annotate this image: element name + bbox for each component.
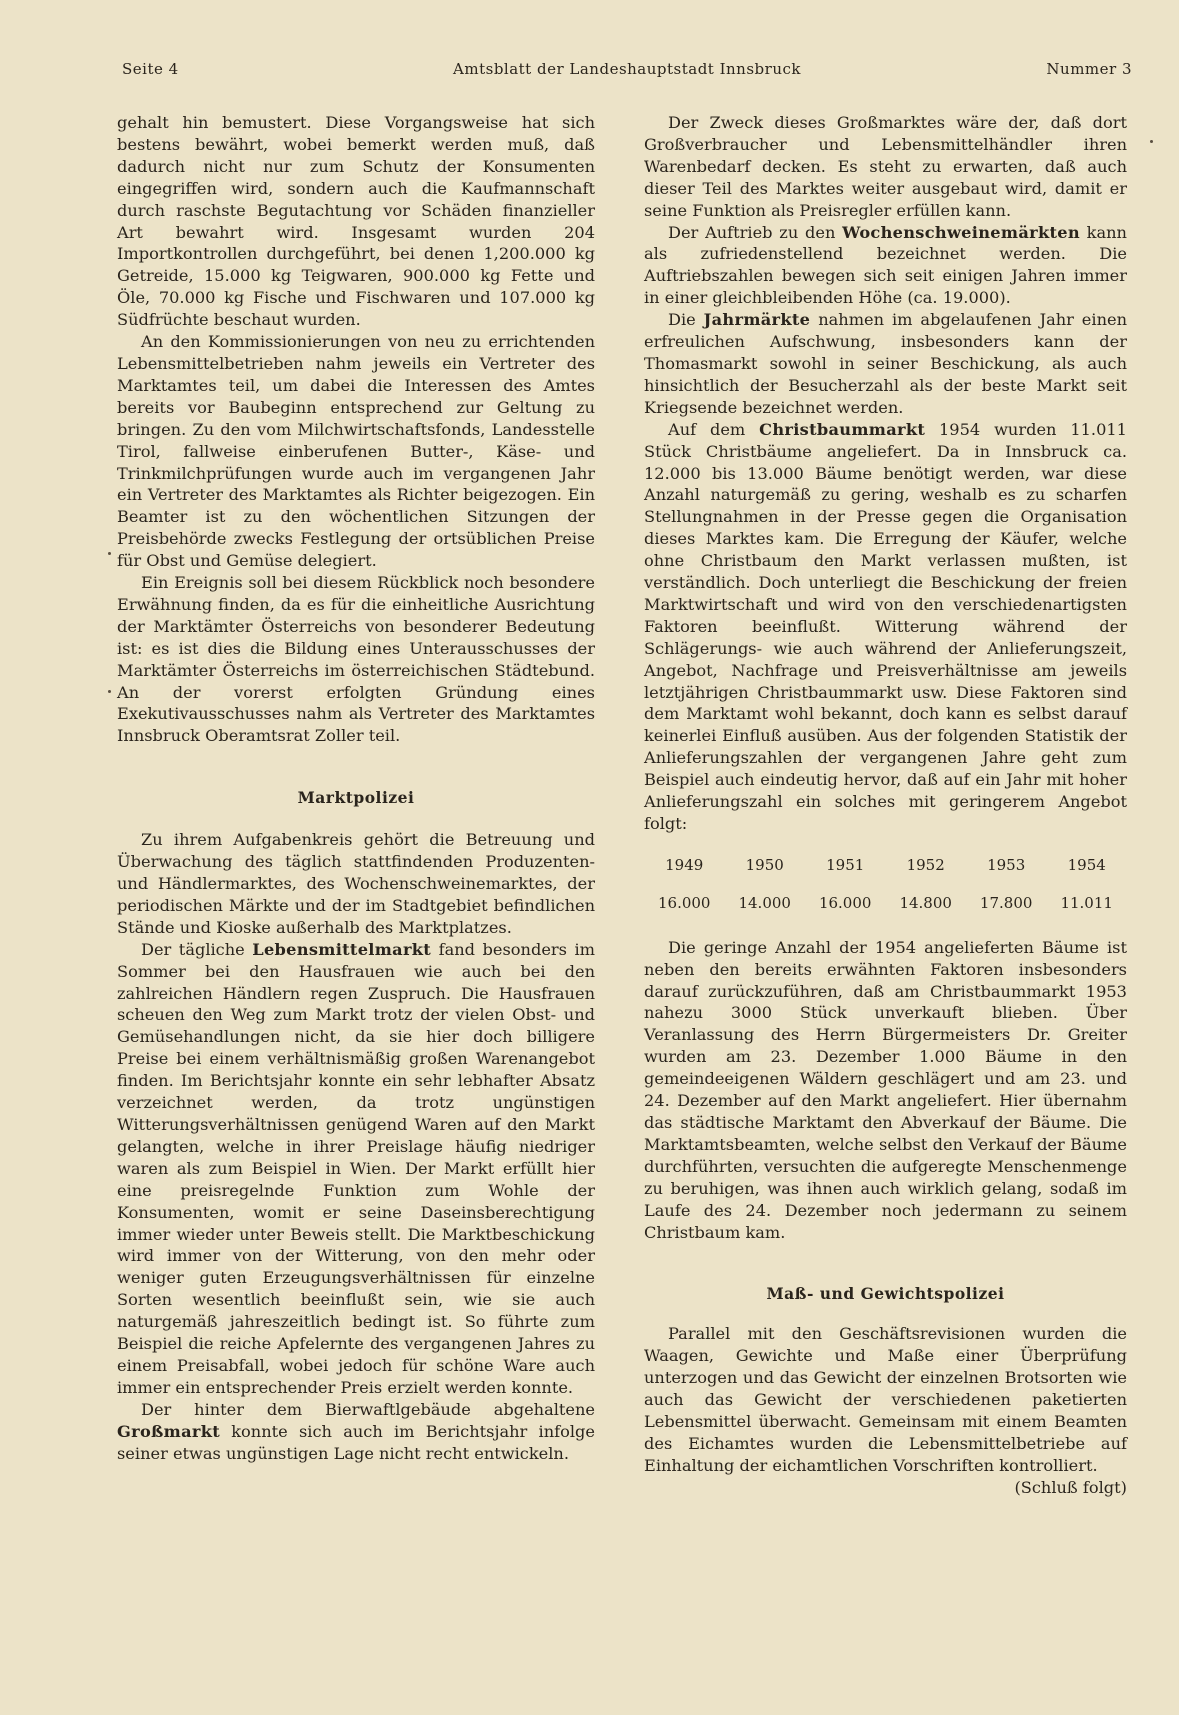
year-cell: 1953 <box>987 855 1026 874</box>
year-cell: 1954 <box>1067 855 1106 874</box>
bold-term: Lebensmittelmarkt <box>252 939 432 959</box>
print-speck <box>108 690 111 693</box>
print-speck <box>108 552 111 555</box>
paragraph: Der tägliche Lebensmittelmarkt fand besonders im Sommer bei den Hausfrauen wie auch bei den zahlreichen Händlern regen Zuspruch. Die Hausfrauen scheuen den Weg zum Markt trotz der vielen Obst- und Gemüsehandlungen nicht, da sie hier doch billigere Preise bei einem verhältnismäßig großen Warenangebot finden. Im Berichtsjahr konnte ein sehr lebhafter Absatz verzeichnet werden, da trotz ungünstigen Witterungsverhältnissen genügend Waren auf den Markt gelangten, welche in ihrer Preislage häufig niedriger waren als zum Beispiel in Wien. Der Markt erfüllt hier eine preisregelnde Funktion zum Wohle der Konsumenten, womit er seine Daseinsberechtigung immer wieder unter Beweis stellt. Die Marktbeschickung wird immer von der Witterung, von den mehr oder weniger guten Erzeugungsverhältnissen für einzelne Sorten wesentlich beeinflußt sein, wie sie auch naturgemäß jahreszeitlich bedingt ist. So führte zum Beispiel die reiche Apfelernte des vergangenen Jahres zu einem Preisabfall, wobei jedoch für schöne Ware auch immer ein entsprechender Preis erzielt werden konnte. <box>117 939 596 1397</box>
paragraph: Der Auftrieb zu den Wochenschweinemärkten kann als zufriedenstellend bezeichnet werden. Die Auftriebszahlen bewegen sich seit einigen Jahren immer in einer gleichbleibenden Höhe (ca. 19.000). <box>644 222 1127 308</box>
value-cell: 14.800 <box>899 893 952 912</box>
values-row <box>644 881 1127 919</box>
year-cell: 1950 <box>745 855 784 874</box>
year-cell: 1951 <box>826 855 865 874</box>
print-speck <box>1150 140 1153 143</box>
paragraph: Parallel mit den Geschäftsrevisionen wurden die Waagen, Gewichte und Maße einer Überprüfung unterzogen und das Gewicht der einzelnen Brotsorten wie auch das Gewicht der verschiedenen paketierten Lebensmittel überwacht. Gemeinsam mit einem Beamten des Eichamtes wurden die Lebensmittelbetriebe auf Einhaltung der eichamtlichen Vorschriften kontrolliert. <box>644 1324 1127 1475</box>
years-row <box>644 851 1127 881</box>
paragraph: gehalt hin bemustert. Diese Vorgangsweise hat sich bestens bewährt, wobei bemerkt werden muß, daß dadurch nicht nur zum Schutz der Konsumenten eingegriffen wird, sondern auch die Kaufmannschaft durch raschste Begutachtung vor Schäden finanzieller Art bewahrt wird. Insgesamt wurden 204 Importkontrollen durchgeführt, bei denen 1,200.000 kg Getreide, 15.000 kg Teigwaren, 900.000 kg Fette und Öle, 70.000 kg Fische und Fischwaren und 107.000 kg Südfrüchte beschaut wurden. <box>117 113 595 330</box>
section-heading-marktpolizei: Marktpolizei <box>297 788 415 808</box>
christmas-tree-statistics-table <box>644 851 1127 919</box>
value-cell: 17.800 <box>979 893 1033 912</box>
publication-title: Amtsblatt der Landeshauptstadt Innsbruck <box>453 60 801 78</box>
page-header <box>122 60 1132 88</box>
paragraph: Auf dem Christbaummarkt 1954 wurden 11.011 Stück Christbäume angeliefert. Da in Innsbruck ca. 12.000 bis 13.000 Bäume benötigt werden, war diese Anzahl naturgemäß zu gering, weshalb es zu scharfen Stellungnahmen in der Presse gegen die Organisation dieses Marktes kam. Die Erregung der Käufer, welche ohne Christbaum den Markt verlassen mußten, ist verständlich. Doch unterliegt die Beschickung der freien Marktwirtschaft und wird von den verschiedenartigsten Faktoren beeinflußt. Witterung während der Schlägerungs- wie auch während der Anlieferungszeit, Angebot, Nachfrage und Preisverhältnisse am jeweils letztjährigen Christbaummarkt usw. Diese Faktoren sind dem Marktamt wohl bekannt, doch kann es selbst darauf keinerlei Einfluß ausüben. Aus der folgenden Statistik der Anlieferungszahlen der vergangenen Jahre geht zum Beispiel auch eindeutig hervor, daß auf ein Jahr mit hoher Anlieferungszahl ein solches mit geringerem Angebot folgt: <box>644 419 1127 833</box>
value-cell: 16.000 <box>818 893 872 912</box>
page-number: Seite 4 <box>122 60 179 78</box>
paragraph: Die geringe Anzahl der 1954 angelieferten Bäume ist neben den bereits erwähnten Faktoren insbesonders darauf zurückzuführen, daß am Christbaummarkt 1953 nahezu 3000 Stück unverkauft blieben. Über Veranlassung des Herrn Bürgermeisters Dr. Greiter wurden am 23. Dezember 1.000 Bäume in den gemeindeeigenen Wäldern geschlägert und am 23. und 24. Dezember auf den Markt angeliefert. Hier übernahm das städtische Marktamt den Abverkauf der Bäume. Die Marktamtsbeamten, welche selbst den Verkauf der Bäume durchführten, versuchten die aufgeregte Menschenmenge zu beruhigen, was ihnen auch wirklich gelang, sodaß im Laufe des 24. Dezember noch jedermann zu seinem Christbaum kam. <box>644 937 1127 1242</box>
bold-term: Großmarkt <box>117 1421 220 1441</box>
paragraph: Ein Ereignis soll bei diesem Rückblick noch besondere Erwähnung finden, da es für die einheitliche Ausrichtung der Marktämter Österreichs von besonderer Bedeutung ist: es ist dies die Bildung eines Unterausschusses der Marktämter Österreichs im österreichischen Städtebund. An der vorerst erfolgten Gründung eines Exekutivausschusses nahm als Vertreter des Marktamtes Innsbruck Oberamtsrat Zoller teil. <box>117 573 595 746</box>
paragraph: An den Kommissionierungen von neu zu errichtenden Lebensmittelbetrieben nahm jeweils ein Vertreter des Marktamtes teil, um dabei die Interessen des Amtes bereits vor Baubeginn entsprechend zur Geltung zu bringen. Zu den vom Milchwirtschaftsfonds, Landesstelle Tirol, fallweise einberufenen Butter-, Käse- und Trinkmilchprüfungen wurde auch im vergangenen Jahr ein Vertreter des Marktamtes als Richter beigezogen. Ein Beamter ist zu den wöchentlichen Sitzungen der Preisbehörde zwecks Festlegung der ortsüblichen Preise für Obst und Gemüse delegiert. <box>117 332 595 571</box>
left-column <box>117 112 595 1464</box>
year-cell: 1952 <box>906 855 945 874</box>
bold-term: Wochenschweinemärkten <box>842 222 1080 242</box>
issue-number: Nummer 3 <box>1046 60 1132 78</box>
value-cell: 16.000 <box>657 893 711 912</box>
year-cell: 1949 <box>665 855 704 874</box>
paragraph: Der Zweck dieses Großmarktes wäre der, daß dort Großverbraucher und Lebensmittelhändler ihren Warenbedarf decken. Es steht zu erwarten, daß auch dieser Teil des Marktes weiter ausgebaut wird, damit er seine Funktion als Preisregler erfüllen kann. <box>644 113 1127 220</box>
section-heading-mass-gewichtspolizei: Maß- und Gewichtspolizei <box>766 1284 1005 1304</box>
paragraph: Die Jahrmärkte nahmen im abgelaufenen Jahr einen erfreulichen Aufschwung, insbesonders kann der Thomasmarkt sowohl in seiner Beschickung, als auch hinsichtlich der Besucherzahl als der beste Markt seit Kriegsende bezeichnet werden. <box>644 310 1127 417</box>
paragraph: Zu ihrem Aufgabenkreis gehört die Betreuung und Überwachung des täglich stattfindenden Produzenten- und Händlermarktes, des Wochenschweinemarktes, der periodischen Märkte und der im Stadtgebiet befindlichen Stände und Kioske außerhalb des Marktplatzes. <box>117 830 595 937</box>
right-column <box>644 112 1127 1499</box>
bold-term: Christbaummarkt <box>759 419 926 439</box>
paragraph: Der hinter dem Bierwaftlgebäude abgehaltene Großmarkt konnte sich auch im Berichtsjahr infolge seiner etwas ungünstigen Lage nicht recht entwickeln. <box>117 1399 595 1463</box>
value-cell: 14.000 <box>738 893 791 912</box>
value-cell: 11.011 <box>1060 893 1113 912</box>
continued-note: (Schluß folgt) <box>1014 1477 1127 1497</box>
bold-term: Jahrmärkte <box>703 310 811 330</box>
